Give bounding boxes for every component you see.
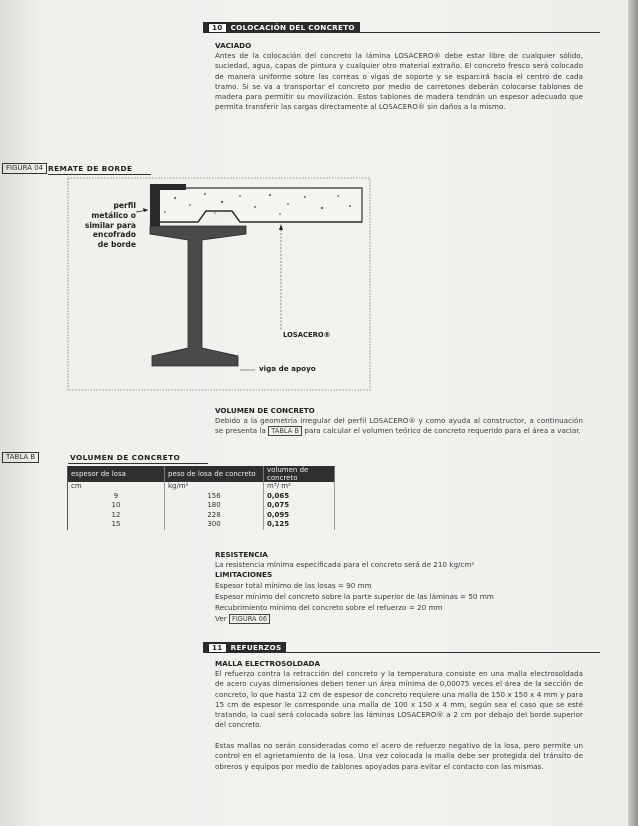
resistencia-text: La resistencia mínima especificada para el concreto será de 210 kg/cm²	[215, 560, 475, 569]
table-header: peso de losa de concreto	[165, 466, 264, 482]
table-cell: 0,075	[264, 501, 335, 511]
section-11-number: 11	[208, 643, 227, 653]
table-cell: 156	[165, 492, 264, 502]
figure-title: REMATE DE BORDE	[48, 164, 133, 173]
perfil-label-line: similar para	[84, 220, 136, 230]
section-11-rule	[272, 652, 600, 653]
figure-label: FIGURA 04	[2, 163, 47, 174]
resistencia-title: RESISTENCIA	[215, 550, 268, 559]
perfil-label-line: metálico o	[91, 210, 136, 220]
table-header-row	[68, 466, 335, 482]
perfil-label	[84, 201, 136, 250]
edge-profile	[150, 184, 160, 228]
limitaciones-title: LIMITACIONES	[215, 570, 273, 579]
viga-label: viga de apoyo	[259, 364, 316, 373]
malla-text-2: Estas mallas no serán consideradas como el acero de refuerzo negativo de la losa, pero permite un control en el agrietamiento de la losa. Una vez colocada la malla debe ser protegida del tránsito de obreros y equipos por medio de tablones apoyados para evitar el contacto con las mismas.	[215, 741, 583, 771]
section-10-title: COLOCACIÓN DEL CONCRETO	[230, 23, 355, 32]
table-header: espesor de losa	[68, 466, 165, 482]
table-label: TABLA B	[2, 452, 39, 463]
table-title-rule	[68, 463, 208, 464]
perfil-label-line: perfil	[113, 201, 136, 210]
tabla-b-reference[interactable]: TABLA B	[268, 426, 302, 436]
ver-line	[215, 614, 270, 624]
table-row	[68, 501, 335, 511]
table-cell: 228	[165, 511, 264, 521]
volumen-title: VOLUMEN DE CONCRETO	[215, 406, 315, 415]
perfil-label-line: encofrado	[92, 230, 136, 240]
volumen-text	[215, 416, 583, 437]
vaciado-title: VACIADO	[215, 41, 252, 50]
table-row	[68, 492, 335, 502]
limitacion-line: Espesor mínimo del concreto sobre la parte superior de las láminas = 50 mm	[215, 592, 494, 601]
table-cell: 12	[68, 511, 165, 521]
volumen-table	[67, 466, 335, 530]
ver-text: Ver	[215, 614, 227, 623]
concrete-slab	[152, 188, 362, 222]
table-unit: cm	[68, 482, 165, 492]
table-cell: 0,065	[264, 492, 335, 502]
table-cell: 0,125	[264, 520, 335, 530]
limitacion-line: Espesor total mínimo de las losas = 90 mm	[215, 581, 372, 590]
volumen-text-after: para calcular el volumen teórico de concreto requerido para el área a vaciar.	[304, 426, 581, 436]
vaciado-text: Antes de la colocación del concreto la lámina LOSACERO® debe estar libre de cualquier sólido, suciedad, agua, capas de pintura y cualquier otro material extraño. El concreto fresco será colocado de manera uniforme sobre las correas o vigas de soporte y se esparcirá hacia el centro de cada tramo. Si se va a transportar el concreto por medio de carretones deberán colocarse tablones de madera para permitir su movilización. Estos tablones de madera tendrán un espesor adecuado que permita transferir las cargas directamente al LOSACERO® sin daños a la mismo.	[215, 51, 583, 112]
limitacion-line: Recubrimiento mínimo del concreto sobre el refuerzo = 20 mm	[215, 603, 443, 612]
table-cell: 15	[68, 520, 165, 530]
table-cell: 180	[165, 501, 264, 511]
volumen-text-before: Debido a la geometría irregular del perfil LOSACERO® y como ayuda al constructor, a continuación se presenta la	[215, 416, 583, 436]
table-cell: 0,095	[264, 511, 335, 521]
i-beam	[150, 226, 246, 366]
figura-06-reference[interactable]: FIGURA 06	[229, 614, 270, 624]
table-unit: m³/ m²	[264, 482, 335, 492]
section-11-title: REFUERZOS	[230, 643, 282, 652]
table-cell: 300	[165, 520, 264, 530]
table-unit: kg/m²	[165, 482, 264, 492]
perfil-label-line: de borde	[97, 240, 136, 250]
table-row	[68, 511, 335, 521]
table-cell: 10	[68, 501, 165, 511]
section-10-number: 10	[208, 23, 227, 33]
malla-text: El refuerzo contra la retracción del concreto y la temperatura consiste en una malla electrosoldada de acero cuyas dimensiones deben tener un área mínima de 0,00075 veces el área de la sección de concreto, lo que hasta 12 cm de espesor de concreto requiere una malla de 150 x 150 x 4 mm y para 15 cm de espesor le corresponde una malla de 100 x 150 x 4 mm, según sea el caso que se esté tratando, la cual será colocada sobre las láminas LOSACERO® a 2 cm por debajo del borde superior del concreto.	[215, 669, 583, 730]
losacero-label: LOSACERO®	[283, 331, 331, 339]
table-title: VOLUMEN DE CONCRETO	[70, 453, 181, 462]
table-row	[68, 520, 335, 530]
table-units-row	[68, 482, 335, 492]
table-header: volumen de concreto	[264, 466, 335, 482]
table-cell: 9	[68, 492, 165, 502]
edge-profile-top	[150, 184, 186, 190]
malla-title: MALLA ELECTROSOLDADA	[215, 659, 321, 668]
